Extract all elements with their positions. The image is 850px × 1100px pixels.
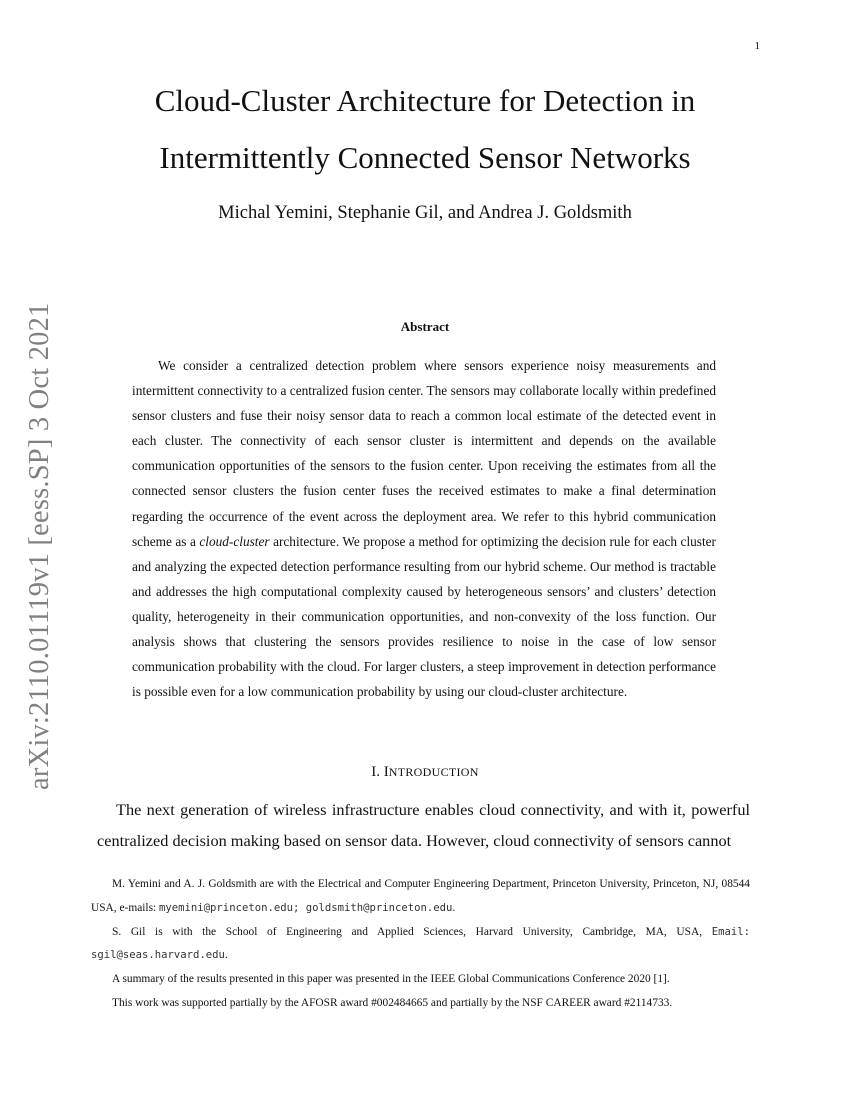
abstract-body (132, 353, 716, 704)
author-list: Michal Yemini, Stephanie Gil, and Andrea J. Goldsmith (218, 203, 632, 223)
email-link-goldsmith[interactable]: goldsmith@princeton.edu (305, 901, 453, 914)
footnote-funding: This work was supported partially by the AFOSR award #002484665 and partially by the NSF CAREER award #2114733. (112, 996, 673, 1009)
footnote-2-text: S. Gil is with the School of Engineering and Applied Sciences, Harvard University, Cambridge, MA, USA, (112, 925, 712, 938)
introduction-paragraph: The next generation of wireless infrastructure enables cloud connectivity, and with it, powerful centralized decision making based on sensor data. However, cloud connectivity of sensors cannot (97, 800, 750, 850)
section-title-rest: NTRODUCTION (388, 765, 479, 779)
page-number: 1 (754, 40, 760, 52)
email-separator: ; (292, 901, 306, 914)
footnote-1-text: M. Yemini and A. J. Goldsmith are with the Electrical and Computer Engineering Department, Princeton University, Princeton, NJ, 08544 USA, e-mails: (91, 878, 750, 914)
footnote-conference-note: A summary of the results presented in this paper was presented in the IEEE Global Communications Conference 2020 [1]. (112, 973, 670, 986)
footnote-2-end: . (224, 949, 228, 962)
email-link-myemini[interactable]: myemini@princeton.edu (159, 901, 293, 914)
footnote-affiliation-2 (91, 921, 750, 969)
abstract-emphasis: cloud-cluster (199, 533, 270, 549)
paper-title-line-1: Cloud-Cluster Architecture for Detection in (154, 83, 696, 118)
section-heading-introduction (0, 764, 850, 781)
arxiv-identifier-stamp[interactable]: arXiv:2110.01119v1 [eess.SP] 3 Oct 2021 (24, 302, 55, 790)
abstract-heading: Abstract (400, 319, 450, 334)
email-label: Email: (711, 925, 750, 938)
abstract-text-part-1: We consider a centralized detection problem where sensors experience noisy measurements and intermittent connectivity to a centralized fusion center. The sensors may collaborate locally within predefined sensor clusters and fuse their noisy sensor data to reach a common local estimate of the detected event in each cluster. The connectivity of each sensor cluster is intermittent and depends on the available communication opportunities of the sensors to the fusion center. Upon receiving the estimates from all the connected sensor clusters the fusion center fuses the received estimates to make a final determination regarding the occurrence of the event across the deployment area. We refer to this hybrid communication scheme as a (132, 358, 716, 549)
footnotes (91, 873, 750, 1016)
section-number: I. (371, 764, 381, 780)
section-title-initial: I (383, 764, 389, 780)
paper-title-line-2: Intermittently Connected Sensor Networks (159, 140, 691, 175)
footnote-affiliation-1 (91, 873, 750, 921)
email-link-sgil[interactable]: sgil@seas.harvard.edu (91, 949, 225, 962)
footnote-1-end: . (452, 901, 456, 914)
abstract-text-part-2: architecture. We propose a method for optimizing the decision rule for each cluster and analyzing the expected detection performance resulting from our hybrid scheme. Our method is tractable and addresses the high computational complexity caused by heterogeneous sensors’ and clusters’ detection quality, heterogeneity in their communication opportunities, and non-convexity of the loss function. Our analysis shows that clustering the sensors provides resilience to noise in the case of low sensor communication probability with the cloud. For larger clusters, a steep improvement in detection performance is possible even for a low communication probability by using our cloud-cluster architecture. (132, 533, 716, 700)
